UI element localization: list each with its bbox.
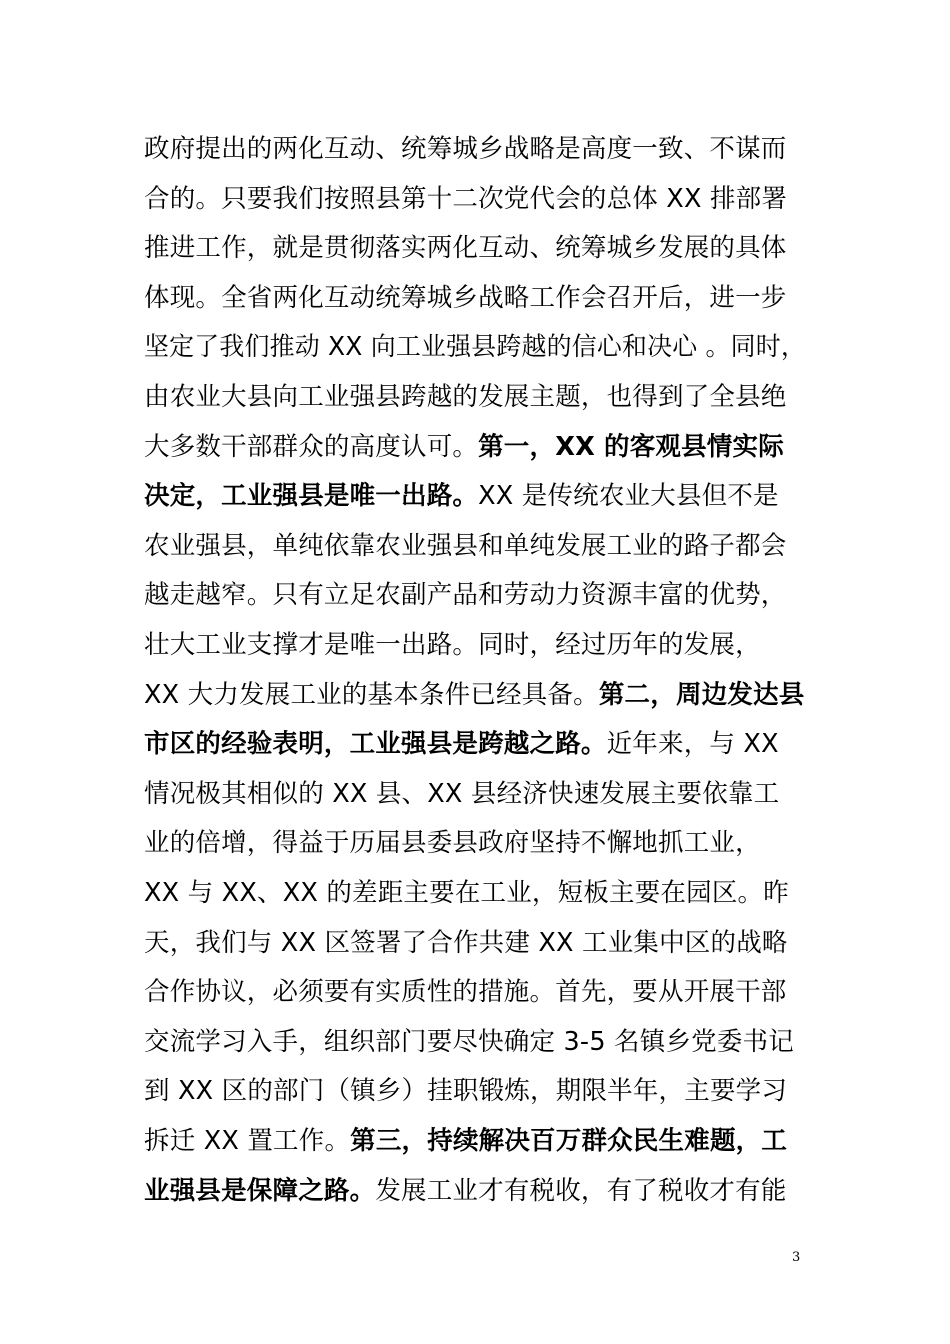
text-line	[144, 779, 780, 809]
text-segment: 发展工业才有税收，有了税收才有能	[375, 1176, 787, 1206]
page-number: 3	[792, 1250, 801, 1265]
text-segment: 到 XX 区的部门（镇乡）挂职锻炼，期限半年，主要学习	[144, 1076, 788, 1106]
text-line	[144, 184, 788, 214]
text-line	[144, 1027, 794, 1057]
text-line	[144, 828, 761, 858]
bold-text-segment: 第一，XX 的客观县情实际	[478, 432, 784, 462]
text-segment: 体现。全省两化互动统筹城乡战略工作会召开后，进一步	[144, 283, 787, 313]
text-line	[144, 382, 787, 412]
text-line	[144, 134, 787, 164]
text-line	[144, 1126, 788, 1156]
text-segment: 农业强县，单纯依靠农业强县和单纯发展工业的路子都会	[144, 531, 787, 561]
bold-text-segment: 业强县是保障之路。	[144, 1176, 376, 1206]
text-line	[144, 928, 788, 958]
text-line	[144, 680, 805, 710]
text-line	[144, 233, 787, 263]
text-segment: XX 与 XX、XX 的差距主要在工业，短板主要在园区。昨	[144, 878, 789, 908]
text-segment: 天，我们与 XX 区签署了合作共建 XX 工业集中区的战略	[144, 928, 788, 958]
text-line	[144, 481, 779, 511]
text-segment: XX 是传统农业大县但不是	[478, 481, 779, 511]
text-line	[144, 531, 787, 561]
bold-text-segment: 决定，工业强县是唯一出路。	[144, 481, 479, 511]
text-line	[144, 1076, 788, 1106]
text-line	[144, 283, 787, 313]
text-line	[144, 878, 789, 908]
text-segment: 由农业大县向工业强县跨越的发展主题，也得到了全县绝	[144, 382, 787, 412]
text-segment: 合的。只要我们按照县第十二次党代会的总体 XX 排部署	[144, 184, 788, 214]
text-line	[144, 729, 779, 759]
text-line	[144, 630, 761, 660]
text-line	[144, 432, 784, 462]
text-line	[144, 332, 807, 362]
text-segment: 近年来，与 XX	[606, 729, 779, 759]
text-segment: 政府提出的两化互动、统筹城乡战略是高度一致、不谋而	[144, 134, 787, 164]
text-segment: 大多数干部群众的高度认可。	[144, 432, 479, 462]
bold-text-segment: 第二，周边发达县	[598, 680, 805, 710]
text-segment: 坚定了我们推动 XX 向工业强县跨越的信心和决心 。同时，	[144, 332, 807, 362]
text-segment: 越走越窄。只有立足农副产品和劳动力资源丰富的优势，	[144, 580, 787, 610]
text-segment: 壮大工业支撑才是唯一出路。同时，经过历年的发展，	[144, 630, 761, 660]
bold-text-segment: 第三，持续解决百万群众民生难题，工	[350, 1126, 788, 1156]
text-line	[144, 977, 787, 1007]
text-segment: 合作协议，必须要有实质性的措施。首先，要从开展干部	[144, 977, 787, 1007]
text-segment: 业的倍增，得益于历届县委县政府坚持不懈地抓工业，	[144, 828, 761, 858]
text-segment: 情况极其相似的 XX 县、XX 县经济快速发展主要依靠工	[144, 779, 780, 809]
text-line	[144, 1176, 787, 1206]
text-segment: 拆迁 XX 置工作。	[144, 1126, 351, 1156]
bold-text-segment: 市区的经验表明，工业强县是跨越之路。	[144, 729, 607, 759]
text-segment: 推进工作，就是贯彻落实两化互动、统筹城乡发展的具体	[144, 233, 787, 263]
text-segment: XX 大力发展工业的基本条件已经具备。	[144, 680, 599, 710]
text-line	[144, 580, 787, 610]
text-segment: 交流学习入手，组织部门要尽快确定 3-5 名镇乡党委书记	[144, 1027, 794, 1057]
